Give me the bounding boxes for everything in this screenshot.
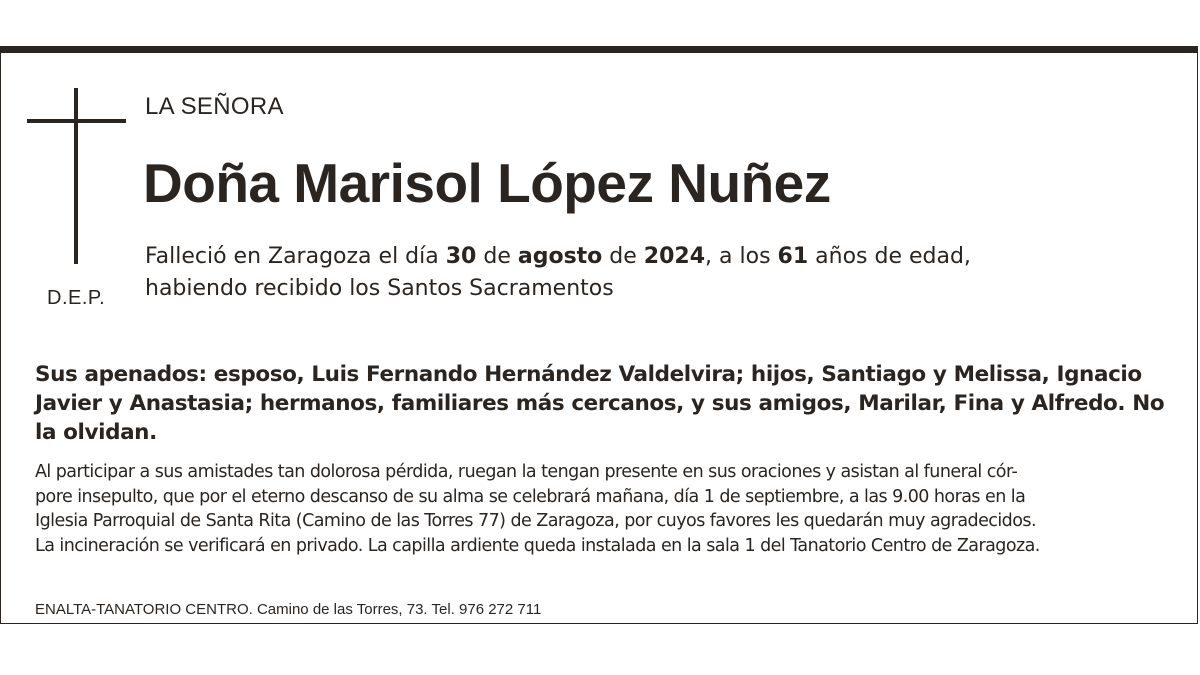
death-text: , a los bbox=[705, 244, 778, 269]
death-text: años de edad, bbox=[808, 244, 971, 269]
death-text: de bbox=[602, 244, 644, 269]
dep-label: D.E.P. bbox=[47, 287, 106, 309]
mourners-paragraph: Sus apenados: esposo, Luis Fernando Hernández Valdelvira; hijos, Santiago y Melissa, Ignacio Javier y Anastasia; hermanos, familiares más cercanos, y sus amigos, Marilar, Fina y Alfredo. No la olvidan. bbox=[35, 362, 1165, 445]
death-age: 61 bbox=[777, 244, 809, 269]
cross-vertical-bar bbox=[74, 88, 78, 264]
sacraments-line: habiendo recibido los Santos Sacramentos bbox=[145, 276, 614, 301]
honorific: LA SEÑORA bbox=[145, 93, 284, 120]
cross-horizontal-bar bbox=[27, 119, 126, 123]
ceremony-line: pore insepulto, que por el eterno descanso de su alma se celebrará mañana, día 1 de septiembre, a las 9.00 horas en la bbox=[35, 486, 1026, 507]
death-text: de bbox=[476, 244, 518, 269]
ceremony-line: La incineración se verificará en privado. La capilla ardiente queda instalada en la sala 1 del Tanatorio Centro de Zaragoza. bbox=[35, 535, 1040, 556]
funeral-home-footer: ENALTA-TANATORIO CENTRO. Camino de las Torres, 73. Tel. 976 272 711 bbox=[35, 601, 542, 618]
death-year: 2024 bbox=[643, 244, 706, 269]
death-month: agosto bbox=[517, 244, 603, 269]
deceased-name: Doña Marisol López Nuñez bbox=[143, 152, 831, 214]
ceremony-paragraph bbox=[35, 460, 1175, 558]
death-day: 30 bbox=[445, 244, 477, 269]
ceremony-line: Al participar a sus amistades tan dolorosa pérdida, ruegan la tengan presente en sus oraciones y asistan al funeral cór- bbox=[35, 462, 1018, 482]
death-text: Falleció en Zaragoza el día bbox=[145, 244, 446, 269]
ceremony-line: Iglesia Parroquial de Santa Rita (Camino de las Torres 77) de Zaragoza, por cuyos favores les quedarán muy agradecidos. bbox=[35, 511, 1036, 531]
death-statement bbox=[145, 241, 1145, 305]
